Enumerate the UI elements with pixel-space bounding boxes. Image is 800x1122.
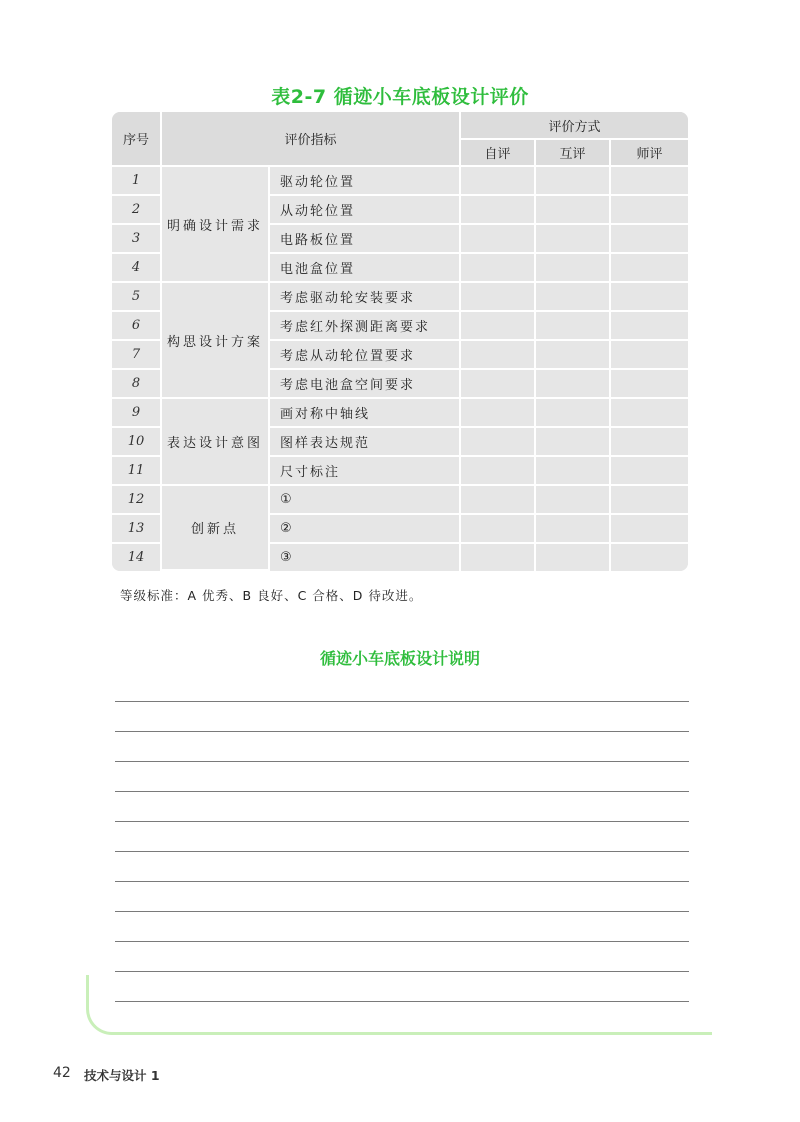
teacher-eval-cell[interactable] — [611, 544, 688, 571]
teacher-eval-cell[interactable] — [611, 457, 688, 486]
row-seq: 2 — [112, 196, 162, 225]
peer-eval-cell[interactable] — [536, 312, 611, 341]
peer-eval-cell[interactable] — [536, 167, 611, 196]
category-cell: 表达设计意图 — [162, 399, 270, 486]
header-method: 评价方式 — [461, 112, 688, 140]
writing-line[interactable] — [115, 881, 689, 882]
writing-line[interactable] — [115, 941, 689, 942]
writing-line[interactable] — [115, 851, 689, 852]
self-eval-cell[interactable] — [461, 544, 536, 571]
section-subtitle: 循迹小车底板设计说明 — [319, 649, 480, 668]
peer-eval-cell[interactable] — [536, 196, 611, 225]
grading-note: 等级标准：A 优秀、B 良好、C 合格、D 待改进。 — [120, 588, 423, 603]
teacher-eval-cell[interactable] — [611, 399, 688, 428]
peer-eval-cell[interactable] — [536, 254, 611, 283]
row-seq: 13 — [112, 515, 162, 544]
indicator-cell: 考虑电池盒空间要求 — [270, 370, 461, 399]
indicator-cell: 考虑从动轮位置要求 — [270, 341, 461, 370]
page-number: 42 — [53, 1065, 71, 1081]
header-peer: 互评 — [536, 140, 611, 167]
header-indicator: 评价指标 — [162, 112, 461, 167]
row-seq: 5 — [112, 283, 162, 312]
evaluation-table — [112, 112, 688, 571]
teacher-eval-cell[interactable] — [611, 254, 688, 283]
header-self: 自评 — [461, 140, 536, 167]
row-seq: 4 — [112, 254, 162, 283]
indicator-cell: 画对称中轴线 — [270, 399, 461, 428]
table-row — [112, 399, 688, 428]
indicator-cell: 尺寸标注 — [270, 457, 461, 486]
self-eval-cell[interactable] — [461, 399, 536, 428]
table-row — [112, 283, 688, 312]
table-row — [112, 167, 688, 196]
self-eval-cell[interactable] — [461, 370, 536, 399]
indicator-cell: 电路板位置 — [270, 225, 461, 254]
teacher-eval-cell[interactable] — [611, 312, 688, 341]
category-cell: 构思设计方案 — [162, 283, 270, 399]
teacher-eval-cell[interactable] — [611, 515, 688, 544]
row-seq: 6 — [112, 312, 162, 341]
category-cell: 创新点 — [162, 486, 270, 571]
self-eval-cell[interactable] — [461, 312, 536, 341]
peer-eval-cell[interactable] — [536, 457, 611, 486]
indicator-cell: 考虑红外探测距离要求 — [270, 312, 461, 341]
indicator-cell: 考虑驱动轮安装要求 — [270, 283, 461, 312]
self-eval-cell[interactable] — [461, 486, 536, 515]
indicator-cell: 图样表达规范 — [270, 428, 461, 457]
row-seq: 1 — [112, 167, 162, 196]
indicator-cell: 从动轮位置 — [270, 196, 461, 225]
row-seq: 11 — [112, 457, 162, 486]
self-eval-cell[interactable] — [461, 457, 536, 486]
teacher-eval-cell[interactable] — [611, 341, 688, 370]
writing-line[interactable] — [115, 911, 689, 912]
teacher-eval-cell[interactable] — [611, 225, 688, 254]
row-seq: 12 — [112, 486, 162, 515]
row-seq: 10 — [112, 428, 162, 457]
self-eval-cell[interactable] — [461, 428, 536, 457]
peer-eval-cell[interactable] — [536, 486, 611, 515]
book-title: 技术与设计 1 — [84, 1068, 160, 1083]
teacher-eval-cell[interactable] — [611, 428, 688, 457]
teacher-eval-cell[interactable] — [611, 486, 688, 515]
table-row — [112, 486, 688, 515]
indicator-cell: 驱动轮位置 — [270, 167, 461, 196]
self-eval-cell[interactable] — [461, 254, 536, 283]
row-seq: 7 — [112, 341, 162, 370]
peer-eval-cell[interactable] — [536, 428, 611, 457]
writing-line[interactable] — [115, 701, 689, 702]
row-seq: 14 — [112, 544, 162, 571]
self-eval-cell[interactable] — [461, 167, 536, 196]
header-teacher: 师评 — [611, 140, 688, 167]
peer-eval-cell[interactable] — [536, 515, 611, 544]
teacher-eval-cell[interactable] — [611, 196, 688, 225]
writing-line[interactable] — [115, 761, 689, 762]
self-eval-cell[interactable] — [461, 515, 536, 544]
indicator-cell: ② — [270, 515, 461, 544]
writing-line[interactable] — [115, 791, 689, 792]
indicator-cell: ③ — [270, 544, 461, 571]
peer-eval-cell[interactable] — [536, 225, 611, 254]
writing-line[interactable] — [115, 821, 689, 822]
peer-eval-cell[interactable] — [536, 399, 611, 428]
writing-line[interactable] — [115, 971, 689, 972]
row-seq: 9 — [112, 399, 162, 428]
indicator-cell: 电池盒位置 — [270, 254, 461, 283]
category-cell: 明确设计需求 — [162, 167, 270, 283]
peer-eval-cell[interactable] — [536, 370, 611, 399]
peer-eval-cell[interactable] — [536, 544, 611, 571]
row-seq: 3 — [112, 225, 162, 254]
peer-eval-cell[interactable] — [536, 283, 611, 312]
self-eval-cell[interactable] — [461, 283, 536, 312]
indicator-cell: ① — [270, 486, 461, 515]
teacher-eval-cell[interactable] — [611, 283, 688, 312]
self-eval-cell[interactable] — [461, 341, 536, 370]
writing-line[interactable] — [115, 731, 689, 732]
row-seq: 8 — [112, 370, 162, 399]
header-seq: 序号 — [112, 112, 162, 167]
table-title: 表2-7 循迹小车底板设计评价 — [271, 86, 529, 108]
teacher-eval-cell[interactable] — [611, 370, 688, 399]
self-eval-cell[interactable] — [461, 196, 536, 225]
peer-eval-cell[interactable] — [536, 341, 611, 370]
decorative-corner-border — [86, 975, 712, 1035]
teacher-eval-cell[interactable] — [611, 167, 688, 196]
self-eval-cell[interactable] — [461, 225, 536, 254]
